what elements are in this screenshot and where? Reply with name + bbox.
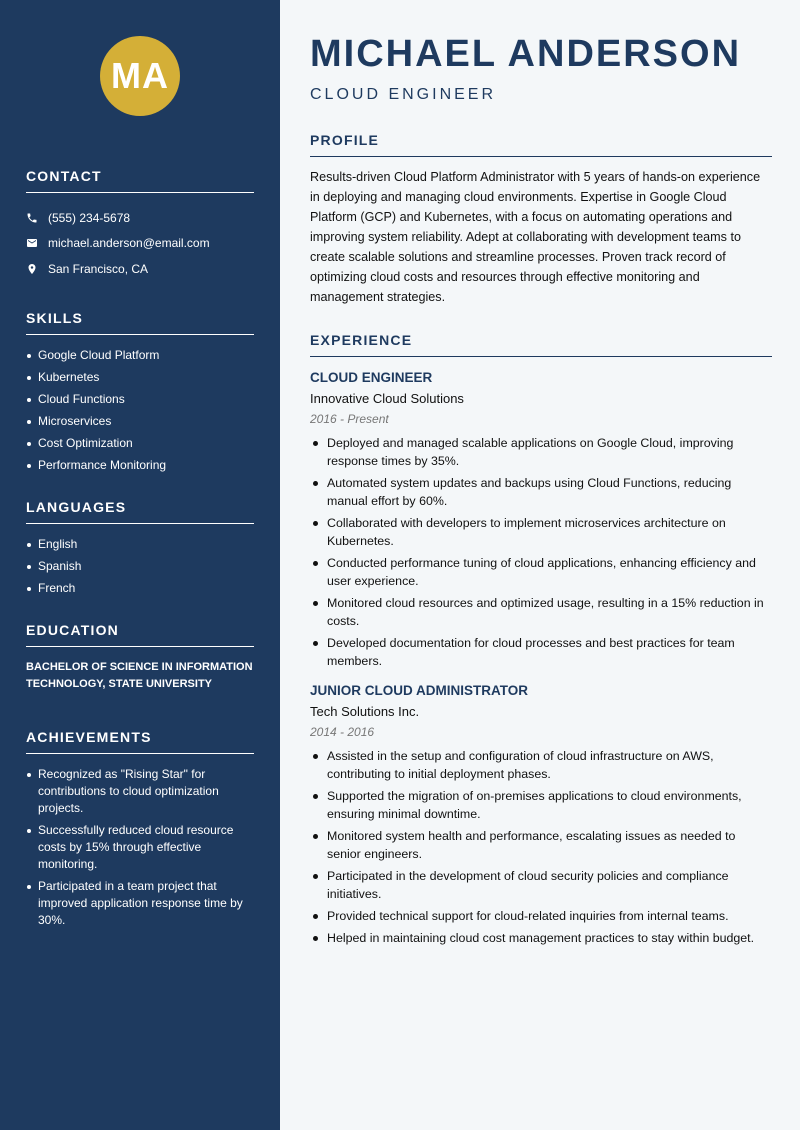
languages-section <box>26 499 254 597</box>
languages-heading: LANGUAGES <box>26 499 254 524</box>
contact-email <box>26 231 254 257</box>
skill-item: Cost Optimization <box>26 435 254 452</box>
skill-item: Performance Monitoring <box>26 457 254 474</box>
contact-phone <box>26 205 254 231</box>
job-bullet: Monitored cloud resources and optimized usage, resulting in a 15% reduction in costs. <box>310 594 772 630</box>
skills-list <box>26 347 254 474</box>
job-role: CLOUD ENGINEER <box>310 370 433 385</box>
language-item: English <box>26 536 254 553</box>
achievement-item: Successfully reduced cloud resource costs by 15% through effective monitoring. <box>26 822 254 873</box>
achievements-heading: ACHIEVEMENTS <box>26 729 254 754</box>
candidate-name: MICHAEL ANDERSON <box>310 33 742 75</box>
achievement-item: Recognized as "Rising Star" for contributions to cloud optimization projects. <box>26 766 254 817</box>
education-section <box>26 622 254 693</box>
skill-item: Google Cloud Platform <box>26 347 254 364</box>
candidate-title: CLOUD ENGINEER <box>310 86 497 103</box>
profile-heading: PROFILE <box>310 132 772 157</box>
location-pin-icon <box>26 263 48 275</box>
achievements-section <box>26 729 254 929</box>
skill-item: Cloud Functions <box>26 391 254 408</box>
email-address[interactable]: michael.anderson@email.com <box>48 236 210 251</box>
experience-heading: EXPERIENCE <box>310 332 772 357</box>
avatar: MA <box>100 36 180 116</box>
job-bullet: Provided technical support for cloud-related inquiries from internal teams. <box>310 907 772 925</box>
profile-section <box>310 132 772 307</box>
email-icon <box>26 237 48 249</box>
job-entry <box>310 370 772 670</box>
education-degree: BACHELOR OF SCIENCE IN INFORMATION TECHNOLOGY, STATE UNIVERSITY <box>26 660 253 690</box>
job-bullet: Collaborated with developers to implement microservices architecture on Kubernetes. <box>310 514 772 550</box>
contact-section <box>26 168 254 282</box>
contact-location <box>26 256 254 282</box>
languages-list <box>26 536 254 597</box>
profile-text: Results-driven Cloud Platform Administrator with 5 years of hands-on experience in deploying and managing cloud environments. Expertise in Google Cloud Platform (GCP) and Kubernetes, with a focus on automating operations and improving system reliability. Adept at collaborating with development teams to create scalable solutions and streamline processes. Proven track record of optimizing cloud costs and resources through effective monitoring and management strategies. <box>310 170 761 304</box>
job-bullet: Monitored system health and performance, escalating issues as needed to senior engineers. <box>310 827 772 863</box>
job-bullet: Participated in the development of cloud security policies and compliance initiatives. <box>310 867 772 903</box>
skill-item: Microservices <box>26 413 254 430</box>
job-bullet: Assisted in the setup and configuration of cloud infrastructure on AWS, contributing to initial deployment phases. <box>310 747 772 783</box>
job-bullets <box>310 434 772 670</box>
job-bullet: Conducted performance tuning of cloud applications, enhancing efficiency and user experience. <box>310 554 772 590</box>
achievement-item: Participated in a team project that improved application response time by 30%. <box>26 878 254 929</box>
job-company: Tech Solutions Inc. <box>310 704 420 719</box>
job-bullet: Supported the migration of on-premises applications to cloud environments, ensuring minimal downtime. <box>310 787 772 823</box>
job-dates: 2014 - 2016 <box>310 725 375 739</box>
phone-number[interactable]: (555) 234-5678 <box>48 210 131 225</box>
job-bullets <box>310 747 772 947</box>
phone-icon <box>26 212 48 224</box>
language-item: Spanish <box>26 558 254 575</box>
skills-section <box>26 310 254 474</box>
job-bullet: Deployed and managed scalable applications on Google Cloud, improving response times by 35%. <box>310 434 772 470</box>
job-bullet: Automated system updates and backups using Cloud Functions, reducing manual effort by 60%. <box>310 474 772 510</box>
skills-heading: SKILLS <box>26 310 254 335</box>
job-role: JUNIOR CLOUD ADMINISTRATOR <box>310 683 528 698</box>
education-heading: EDUCATION <box>26 622 254 647</box>
location-text: San Francisco, CA <box>48 261 149 276</box>
main-content <box>310 0 772 951</box>
sidebar <box>0 0 280 1130</box>
experience-section <box>310 332 772 947</box>
achievements-list <box>26 766 254 929</box>
job-bullet: Developed documentation for cloud processes and best practices for team members. <box>310 634 772 670</box>
skill-item: Kubernetes <box>26 369 254 386</box>
job-dates: 2016 - Present <box>310 412 389 426</box>
contact-heading: CONTACT <box>26 168 254 193</box>
job-entry <box>310 683 772 947</box>
language-item: French <box>26 580 254 597</box>
job-company: Innovative Cloud Solutions <box>310 391 464 406</box>
job-bullet: Helped in maintaining cloud cost management practices to stay within budget. <box>310 929 772 947</box>
